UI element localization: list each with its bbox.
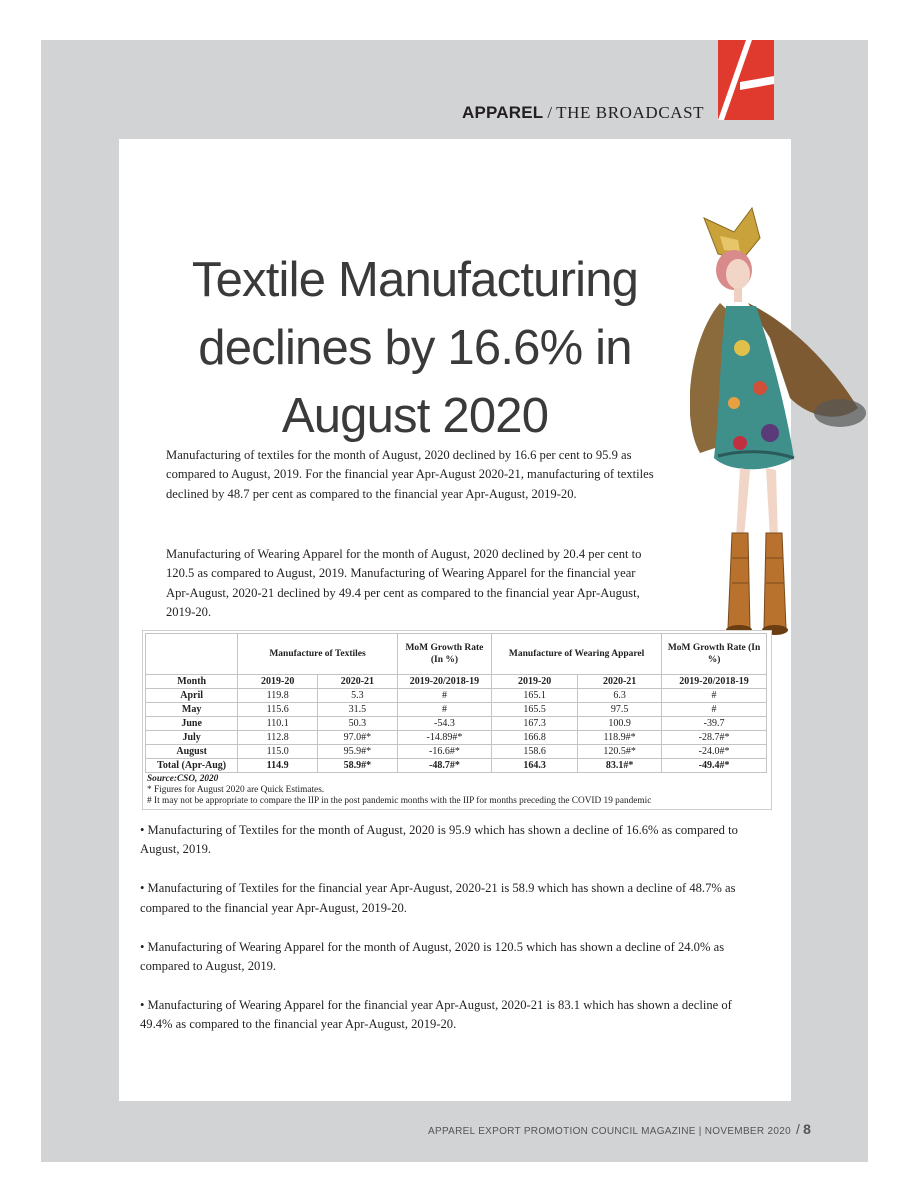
table-cell: -24.0#* xyxy=(662,745,767,759)
iip-data-table xyxy=(142,630,772,810)
table-cell: -54.3 xyxy=(397,717,491,731)
table-cell: 114.9 xyxy=(238,759,318,773)
table-cell: 165.5 xyxy=(492,703,578,717)
table-cell: # xyxy=(397,703,491,717)
intro-paragraph-textiles: Manufacturing of textiles for the month of August, 2020 declined by 16.6 per cent to 95.9 as compared to August, 2019. For the financial year Apr-August 2020-21, manufacturing of textiles declined by 48.7 per cent as compared to the financial year Apr-August, 2019-20. xyxy=(166,448,654,501)
table-cell: 110.1 xyxy=(238,717,318,731)
fashion-model-illustration xyxy=(690,188,870,658)
table-total-row xyxy=(146,759,767,773)
header-section: THE BROADCAST xyxy=(556,103,705,122)
table-header-blank xyxy=(146,634,238,675)
table-cell-month: June xyxy=(146,717,238,731)
footer-text: APPAREL EXPORT PROMOTION COUNCIL MAGAZINE | NOVEMBER 2020 xyxy=(428,1126,791,1137)
table-sub-header: 2020-21 xyxy=(318,675,398,689)
footer-slash: / xyxy=(795,1121,801,1137)
summary-bullets xyxy=(140,821,760,1054)
table-sub-header: 2019-20 xyxy=(492,675,578,689)
table-cell: -28.7#* xyxy=(662,731,767,745)
apparel-a-logo xyxy=(718,40,774,120)
table-cell: 166.8 xyxy=(492,731,578,745)
table-note: # It may not be appropriate to compare the IIP in the post pandemic months with the IIP for months preceding the COVID 19 pandemic xyxy=(147,796,652,806)
table-cell: # xyxy=(397,689,491,703)
table-sub-header: Month xyxy=(146,675,238,689)
table-cell: 120.5#* xyxy=(578,745,662,759)
table-row xyxy=(146,717,767,731)
table-cell: 97.5 xyxy=(578,703,662,717)
title-line: August 2020 xyxy=(281,389,549,443)
table-sub-header: 2020-21 xyxy=(578,675,662,689)
table-note: * Figures for August 2020 are Quick Estimates. xyxy=(147,785,325,795)
header-separator: / xyxy=(547,103,553,122)
table-cell-month: July xyxy=(146,731,238,745)
table-cell: 115.6 xyxy=(238,703,318,717)
table-cell: -48.7#* xyxy=(397,759,491,773)
table-cell: 31.5 xyxy=(318,703,398,717)
section-header xyxy=(462,103,704,123)
table-cell: # xyxy=(662,703,767,717)
iip-table xyxy=(145,633,767,773)
table-cell: 118.9#* xyxy=(578,731,662,745)
bullet-item: • Manufacturing of Wearing Apparel for the month of August, 2020 is 120.5 which has shown a decline of 24.0% as compared to August, 2019. xyxy=(140,939,725,974)
title-line: Textile Manufacturing xyxy=(191,253,639,307)
table-source: Source:CSO, 2020 xyxy=(147,774,219,784)
table-cell: 95.9#* xyxy=(318,745,398,759)
table-cell: 58.9#* xyxy=(318,759,398,773)
table-cell: -14.89#* xyxy=(397,731,491,745)
table-sub-header: 2019-20/2018-19 xyxy=(662,675,767,689)
table-cell-month: August xyxy=(146,745,238,759)
table-cell: 6.3 xyxy=(578,689,662,703)
table-group-header-row xyxy=(146,634,767,675)
table-sub-header-row xyxy=(146,675,767,689)
table-cell: 5.3 xyxy=(318,689,398,703)
table-cell: 119.8 xyxy=(238,689,318,703)
table-cell: 83.1#* xyxy=(578,759,662,773)
table-notes xyxy=(147,774,771,807)
table-cell: 97.0#* xyxy=(318,731,398,745)
page-number: 8 xyxy=(803,1121,812,1137)
table-sub-header: 2019-20/2018-19 xyxy=(397,675,491,689)
article-title xyxy=(140,246,690,450)
table-cell: 115.0 xyxy=(238,745,318,759)
table-cell: 167.3 xyxy=(492,717,578,731)
table-row xyxy=(146,745,767,759)
header-brand: APPAREL xyxy=(462,103,544,122)
table-cell-month: May xyxy=(146,703,238,717)
table-cell: -49.4#* xyxy=(662,759,767,773)
table-cell: 112.8 xyxy=(238,731,318,745)
table-header-textiles-growth: MoM Growth Rate (In %) xyxy=(397,634,491,675)
table-header-apparel-growth: MoM Growth Rate (In %) xyxy=(662,634,767,675)
bullet-item: • Manufacturing of Textiles for the month of August, 2020 is 95.9 which has shown a decline of 16.6% as compared to August, 2019. xyxy=(140,823,738,857)
table-cell: 158.6 xyxy=(492,745,578,759)
bullet-item: • Manufacturing of Textiles for the financial year Apr-August, 2020-21 is 58.9 which has shown a decline of 48.7% as compared to the financial year Apr-August, 2019-20. xyxy=(140,881,736,915)
table-cell-month: April xyxy=(146,689,238,703)
title-line: declines by 16.6% in xyxy=(198,321,632,375)
table-cell-month: Total (Apr-Aug) xyxy=(146,759,238,773)
table-cell: -16.6#* xyxy=(397,745,491,759)
table-row xyxy=(146,731,767,745)
page-footer xyxy=(428,1121,811,1137)
table-row xyxy=(146,689,767,703)
intro-paragraph-apparel: Manufacturing of Wearing Apparel for the month of August, 2020 declined by 20.4 per cent to 120.5 as compared to August, 2019. Manufacturing of Wearing Apparel for the financial year Apr-August, 2020-21 declined by 49.4 per cent as compared to the financial year Apr-August, 2019-20. xyxy=(166,547,642,620)
table-cell: 100.9 xyxy=(578,717,662,731)
table-header-textiles: Manufacture of Textiles xyxy=(238,634,397,675)
table-cell: 165.1 xyxy=(492,689,578,703)
table-cell: -39.7 xyxy=(662,717,767,731)
table-cell: 50.3 xyxy=(318,717,398,731)
bullet-item: • Manufacturing of Wearing Apparel for the financial year Apr-August, 2020-21 is 83.1 which has shown a decline of 49.4% as compared to the financial year Apr-August, 2019-20. xyxy=(140,997,732,1032)
table-header-apparel: Manufacture of Wearing Apparel xyxy=(492,634,662,675)
table-cell: 164.3 xyxy=(492,759,578,773)
table-cell: # xyxy=(662,689,767,703)
table-row xyxy=(146,703,767,717)
table-sub-header: 2019-20 xyxy=(238,675,318,689)
